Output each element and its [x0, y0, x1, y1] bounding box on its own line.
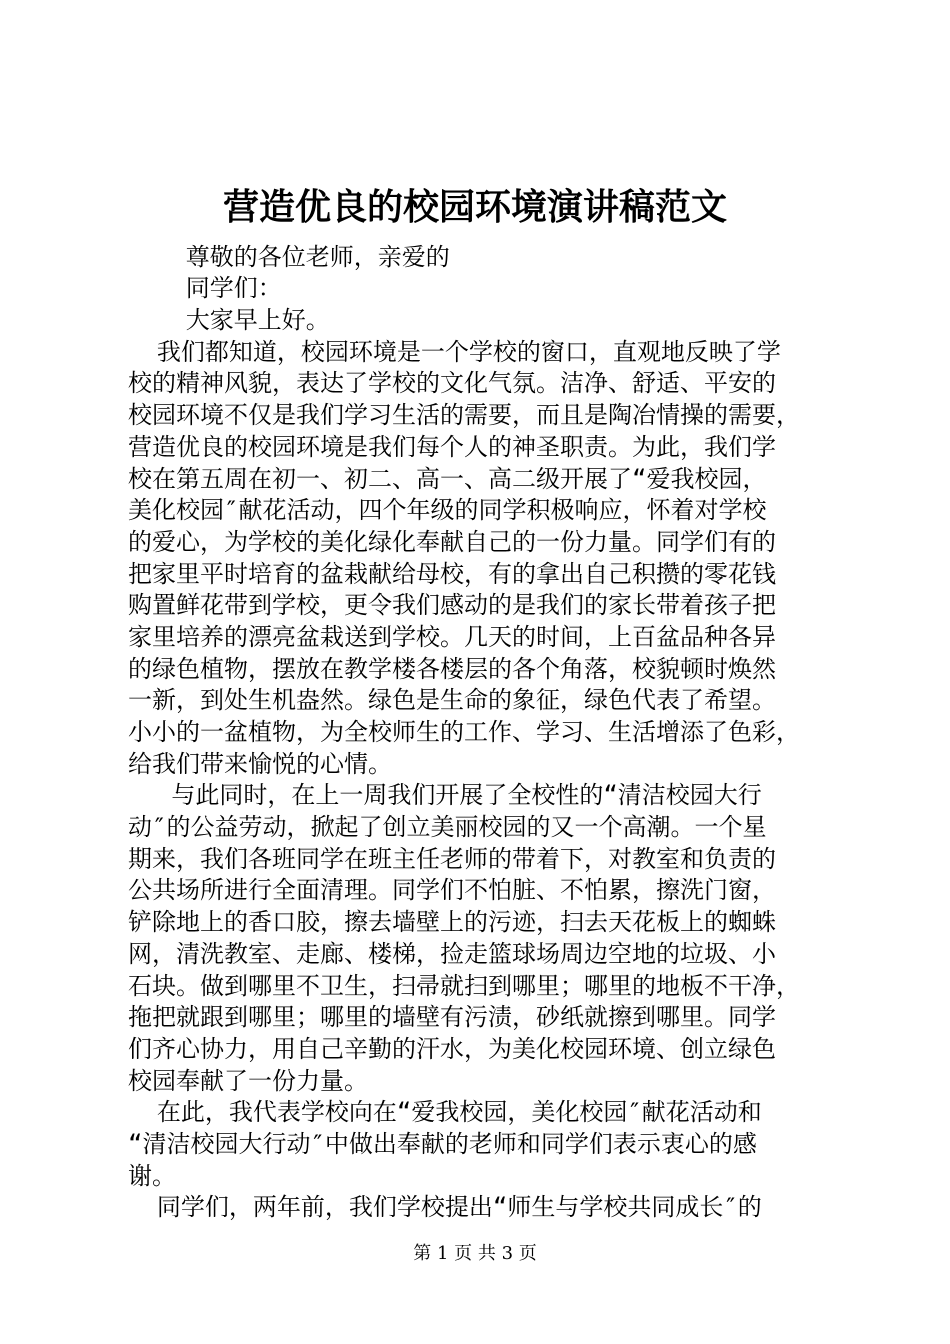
body-line: 家里培养的漂亮盆栽送到学校。几天的时间，上百盆品种各异	[128, 622, 776, 651]
body-line: 们齐心协力，用自己辛勤的汗水，为美化校园环境、创立绿色	[128, 1034, 776, 1063]
body-line: 我们都知道，校园环境是一个学校的窗口，直观地反映了学	[128, 337, 781, 366]
body-line: 大家早上好。	[128, 306, 330, 335]
body-line: 校的精神风貌，表达了学校的文化气氛。洁净、舒适、平安的	[128, 369, 776, 398]
body-line: 与此同时，在上一周我们开展了全校性的“清洁校园大行	[128, 781, 762, 810]
body-line: 营造优良的校园环境是我们每个人的神圣职责。为此，我们学	[128, 432, 776, 461]
body-line: 公共场所进行全面清理。同学们不怕脏、不怕累，擦洗门窗，	[128, 876, 776, 905]
body-line: 同学们，两年前，我们学校提出“师生与学校共同成长″的	[128, 1193, 762, 1222]
body-line: 的绿色植物，摆放在教学楼各楼层的各个角落，校貌顿时焕然	[128, 654, 776, 683]
body-line: 石块。做到哪里不卫生，扫帚就扫到哪里；哪里的地板不干净，	[128, 971, 800, 1000]
page-number-footer: 第 1 页 共 3 页	[413, 1243, 537, 1264]
body-line: 同学们：	[128, 274, 282, 303]
body-line: 铲除地上的香口胶，擦去墙壁上的污迹，扫去天花板上的蜘蛛	[128, 908, 776, 937]
body-line: 给我们带来愉悦的心情。	[128, 749, 392, 778]
body-line: 校在第五周在初一、初二、高一、高二级开展了“爱我校园，	[128, 464, 767, 493]
body-line: 动″的公益劳动，掀起了创立美丽校园的又一个高潮。一个星	[128, 813, 767, 842]
body-line	[128, 210, 844, 242]
body-line: 拖把就跟到哪里；哪里的墙壁有污渍，砂纸就擦到哪里。同学	[128, 1003, 776, 1032]
body-line: 校园环境不仅是我们学习生活的需要，而且是陶冶情操的需要，	[128, 401, 800, 430]
body-line: 校园奉献了一份力量。	[128, 1066, 368, 1095]
body-line: 一新，到处生机盎然。绿色是生命的象征，绿色代表了希望。	[128, 686, 776, 715]
body-line: 购置鲜花带到学校，更令我们感动的是我们的家长带着孩子把	[128, 591, 776, 620]
document-body	[128, 210, 844, 1224]
body-line: 谢。	[128, 1161, 176, 1190]
body-line: “清洁校园大行动″中做出奉献的老师和同学们表示衷心的感	[128, 1129, 757, 1158]
body-line: 美化校园″献花活动，四个年级的同学积极响应，怀着对学校	[128, 496, 767, 525]
body-line: 期来，我们各班同学在班主任老师的带着下，对教室和负责的	[128, 844, 776, 873]
body-line: 网，清洗教室、走廊、楼梯，捡走篮球场周边空地的垃圾、小	[128, 939, 776, 968]
body-line: 把家里平时培育的盆栽献给母校，有的拿出自己积攒的零花钱	[128, 559, 776, 588]
document-title: 营造优良的校园环境演讲稿范文	[222, 186, 727, 228]
body-line: 尊敬的各位老师，亲爱的	[128, 242, 450, 271]
body-line: 在此，我代表学校向在“爱我校园，美化校园″献花活动和	[128, 1098, 762, 1127]
body-line: 的爱心，为学校的美化绿化奉献自己的一份力量。同学们有的	[128, 527, 776, 556]
body-line: 小小的一盆植物，为全校师生的工作、学习、生活增添了色彩，	[128, 718, 800, 746]
